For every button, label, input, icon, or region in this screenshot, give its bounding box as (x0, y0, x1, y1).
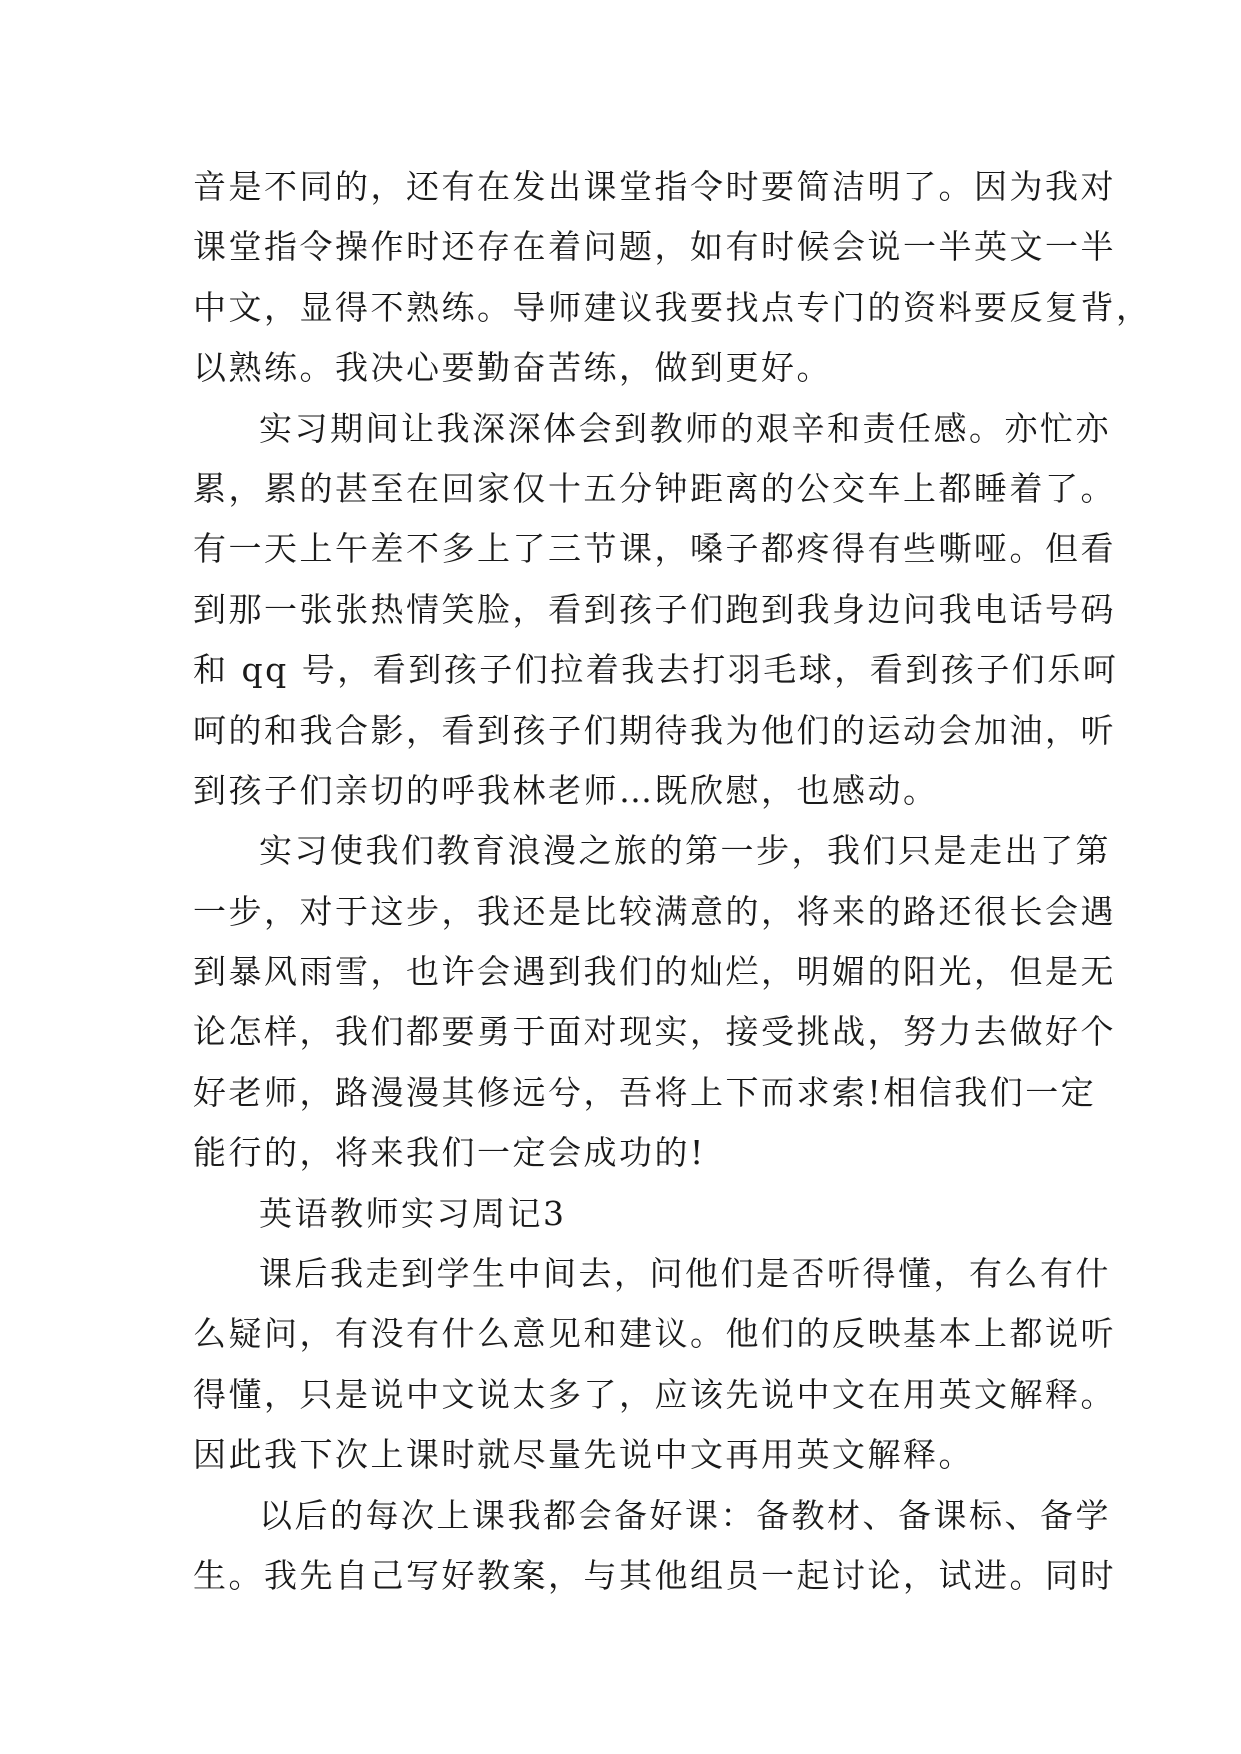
text-line: 好老师，路漫漫其修远兮，吾将上下而求索!相信我们一定 (193, 1072, 1097, 1112)
text-line: 以后的每次上课我都会备好课：备教材、备课标、备学 (259, 1495, 1111, 1535)
text-line: 因此我下次上课时就尽量先说中文再用英文解释。 (193, 1435, 974, 1475)
text-line: 一步，对于这步，我还是比较满意的，将来的路还很长会遇 (193, 891, 1116, 931)
document-body (193, 157, 1152, 1606)
section-heading: 英语教师实习周记3 (259, 1193, 567, 1233)
text-line: 生。我先自己写好教案，与其他组员一起讨论，试进。同时 (193, 1555, 1116, 1595)
text-line: 音是不同的，还有在发出课堂指令时要简洁明了。因为我对 (193, 167, 1116, 206)
text-line: 有一天上午差不多上了三节课，嗓子都疼得有些嘶哑。但看 (193, 529, 1116, 569)
text-line: 得懂，只是说中文说太多了，应该先说中文在用英文解释。 (193, 1374, 1116, 1414)
text-line: 到暴风雨雪，也许会遇到我们的灿烂，明媚的阳光，但是无 (193, 952, 1116, 992)
text-line: 中文，显得不熟练。导师建议我要找点专门的资料要反复背， (193, 287, 1152, 327)
text-line: 实习使我们教育浪漫之旅的第一步，我们只是走出了第 (259, 831, 1111, 871)
text-line: 和 qq 号，看到孩子们拉着我去打羽毛球，看到孩子们乐呵 (193, 650, 1119, 690)
text-line: 以熟练。我决心要勤奋苦练，做到更好。 (193, 348, 832, 388)
text-line: 累，累的甚至在回家仅十五分钟距离的公交车上都睡着了。 (193, 468, 1116, 508)
text-line: 呵的和我合影，看到孩子们期待我为他们的运动会加油，听 (193, 710, 1116, 750)
text-line: 课后我走到学生中间去，问他们是否听得懂，有么有什 (259, 1254, 1111, 1294)
text-line: 课堂指令操作时还存在着问题，如有时候会说一半英文一半 (193, 227, 1116, 267)
text-line: 到孩子们亲切的呼我林老师…既欣慰，也感动。 (193, 770, 939, 810)
text-line: 到那一张张热情笑脸，看到孩子们跑到我身边问我电话号码 (193, 589, 1116, 629)
text-line: 能行的，将来我们一定会成功的! (193, 1133, 706, 1173)
text-line: 么疑问，有没有什么意见和建议。他们的反映基本上都说听 (193, 1314, 1116, 1354)
text-line: 论怎样，我们都要勇于面对现实，接受挑战，努力去做好个 (193, 1012, 1116, 1052)
text-line: 实习期间让我深深体会到教师的艰辛和责任感。亦忙亦 (259, 408, 1111, 448)
